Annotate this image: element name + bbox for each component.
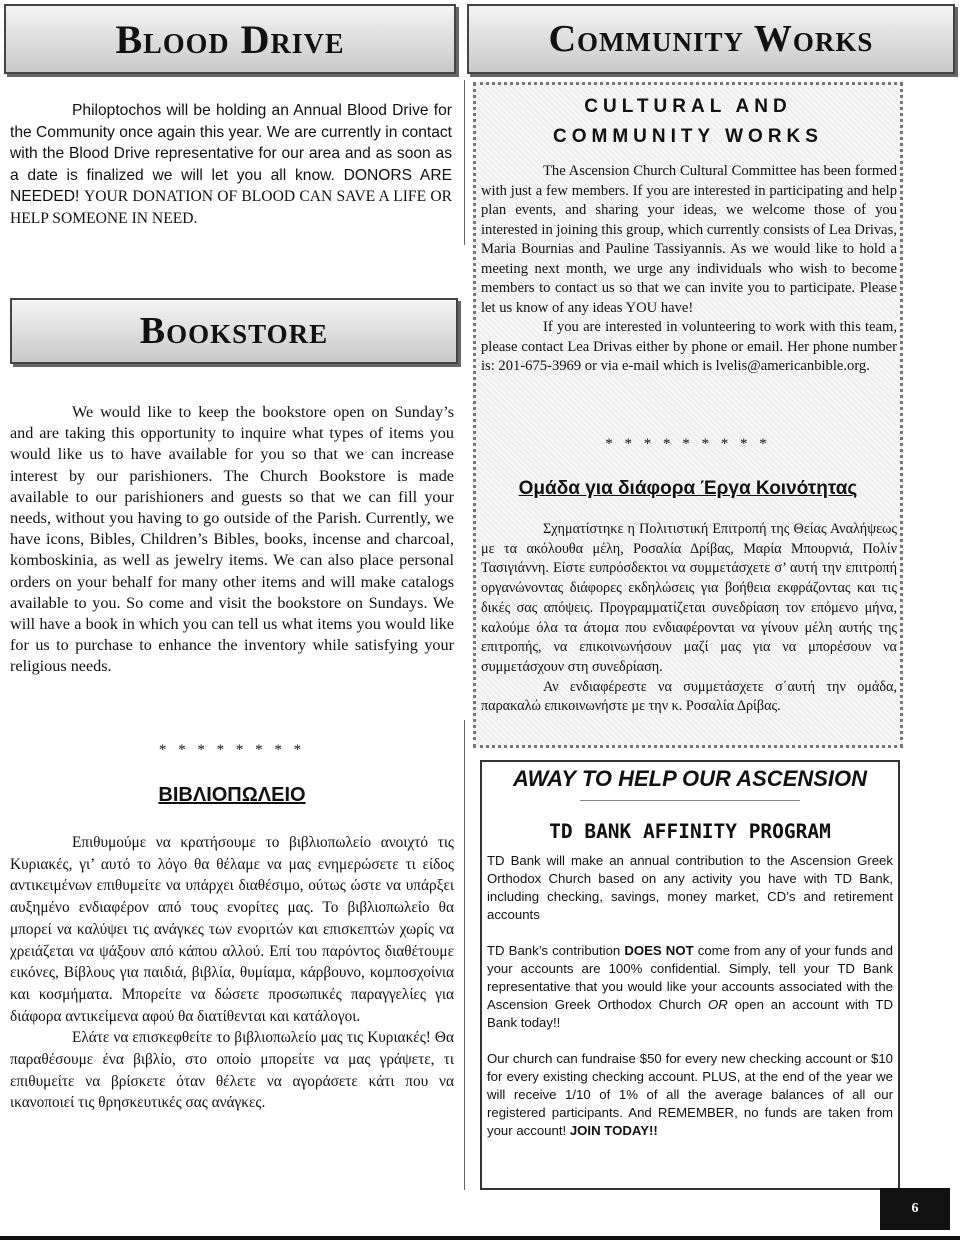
td-text-run: TD Bank’s contribution bbox=[487, 943, 625, 958]
blood-drive-title: Blood Drive bbox=[115, 16, 345, 62]
td-heading-rule bbox=[580, 800, 800, 801]
page-number: 6 bbox=[880, 1188, 950, 1230]
td-program-title: TD BANK AFFINITY PROGRAM bbox=[549, 820, 831, 843]
greek-cultural-paragraph: Σχηματίστηκε η Πολιτιστική Επιτροπή της Θείας Αναλήψεως με τα ακόλουθα μέλη, Ροσαλία Δρίβας, Μαρία Μπουρνιά, Πολίν Τασιγιάννη. Είστε ευπρόσδεκτοι να συμμετάσχετε σ’ αυτή την επιτροπή οργανώνοντας διάφορες εκδηλώσεις για βοήθεια εκφράζοντας και τις δικές σας απόψεις. Προγραμματίζεται συνεδρίαση τον επόμενο μήνα, καλούμε όλα τα άτομα που ενδιαφέρονται να γίνουν μέλη αυτής της επιτροπής, να επικοινωνήσουν μαζί μας για να μπορέσουν να συμμετάσχουν στη συνεδρίαση. bbox=[481, 521, 897, 675]
bookstore-banner bbox=[10, 298, 458, 364]
greek-cultural-title: Ομάδα για διάφορα Έργα Κοινότητας bbox=[518, 478, 858, 499]
greek-bookstore-text bbox=[10, 832, 454, 1114]
blood-drive-callout: YOUR DONATION OF BLOOD CAN SAVE A LIFE OR HELP SOMEONE IN NEED. bbox=[10, 188, 453, 227]
cultural-paragraph: If you are interested in volunteering to work with this team, please contact Lea Drivas either by phone or email. Her phone number is: 201-675-3969 or via e-mail which is lvelis@americanbible.org. bbox=[481, 319, 897, 374]
td-join-today: JOIN TODAY!! bbox=[569, 1123, 658, 1138]
blood-drive-banner bbox=[4, 4, 456, 74]
td-paragraph bbox=[487, 1050, 893, 1140]
cultural-title-line: COMMUNITY WORKS bbox=[553, 126, 823, 147]
greek-bookstore-title: ΒΙΒΛΙΟΠΩΛΕΙΟ bbox=[158, 784, 306, 806]
community-works-title: Community Works bbox=[548, 18, 874, 60]
column-divider bbox=[464, 80, 465, 245]
td-text bbox=[487, 852, 893, 1158]
td-paragraph: TD Bank will make an annual contribution to the Ascension Greek Orthodox Church based on any activity you have with TD Bank, including checking, savings, money market, CD’s and retirement accounts bbox=[487, 853, 893, 922]
greek-bookstore-paragraph: Επιθυμούμε να κρατήσουμε το βιβλιοπωλείο ανοιχτό τις Κυριακές, γι’ αυτό το λόγο θα θέλαμε να μας ενημερώσετε τι είδος αντικειμένων επιθυμείτε να υπάρχει διαθέσιμο, ούτως ώστε να υπάρξει αυξημένο ενδιαφέρον από τους ενορίτες μας. Το βιβλιοπωλείο θα μπορεί να καλύψει τις ανάγκες των ενοριτών και επισκεπτών χωρίς να χρειάζεται να ψάξουν από κάπου αλλού. Επί του παρόντος διαθέτουμε εικόνες, Βίβλους για παιδιά, βιβλία, θυμίαμα, κάρβουνο, κομποσχοίνια και κοσμήματα. Μπορείτε να δώσετε προσωπικές παραγγελίες για διάφορα αντικείμενα αφού θα διατίθενται και κατάλογοι. bbox=[10, 834, 454, 1025]
td-paragraph bbox=[487, 942, 893, 1032]
community-works-banner bbox=[467, 4, 955, 74]
blood-drive-text bbox=[10, 100, 452, 229]
bookstore-title: Bookstore bbox=[139, 310, 329, 352]
greek-bookstore-paragraph: Ελάτε να επισκεφθείτε το βιβλιοπωλείο μας τις Κυριακές! Θα παραθέσουμε ένα βιβλίο, στο οποίο μπορείτε να μας γράψετε, τι επιθυμείτε να βρίσκετε όταν θέλετε να αγοράσετε κάτι που να ικανοποιεί τις θρησκευτικές σας ανάγκες. bbox=[10, 1029, 454, 1112]
cultural-title-line: CULTURAL AND bbox=[584, 96, 792, 117]
td-text-run: come from any of your funds and your accounts are 100% confidential. Simply, tell your TD Bank representative that you would like your accounts associated with the Ascension Greek Orthodox Church bbox=[487, 943, 894, 1012]
td-emphasis: DOES NOT bbox=[624, 943, 694, 958]
column-divider bbox=[464, 720, 465, 1190]
greek-cultural-text bbox=[481, 520, 897, 717]
stars-divider: * * * * * * * * * bbox=[605, 436, 771, 452]
td-text-run: open an account with TD Bank today!! bbox=[487, 997, 894, 1030]
cultural-title bbox=[473, 92, 903, 152]
cultural-paragraph: The Ascension Church Cultural Committee has been formed with just a few members. If you are interested in participating and help plan events, and sharing your ideas, we welcome those of you interested in joining this group, which currently consists of Lea Drivas, Maria Bournias and Pauline Tassiyannis. As we would like to hold a meeting next month, we urge any individuals who wish to become members to contact us so that we can invite you to participate. Please let us know of any ideas YOU have! bbox=[481, 163, 897, 316]
page-footer-bar bbox=[0, 1236, 960, 1240]
td-emphasis: OR bbox=[707, 997, 728, 1012]
td-heading: AWAY TO HELP OUR ASCENSION bbox=[512, 766, 868, 791]
blood-drive-paragraph: Philoptochos will be holding an Annual Blood Drive for the Community once again this year. We are currently in contact with the Blood Drive representative for our area and as soon as a date is finalized we will let you all know. DONORS ARE NEEDED! bbox=[10, 102, 452, 205]
cultural-text bbox=[481, 162, 897, 377]
stars-divider: * * * * * * * * bbox=[158, 742, 306, 758]
greek-cultural-paragraph: Αν ενδιαφέρεστε να συμμετάσχετε σ΄αυτή την ομάδα, παρακαλώ επικοινωνήστε με την κ. Ροσαλία Δρίβας. bbox=[481, 678, 897, 715]
bookstore-text: We would like to keep the bookstore open on Sunday’s and are taking this opportunity to inquire what types of items you would like us to have available for you so that we can increase interest by our parishioners. The Church Bookstore is made available to our parishioners and guests so that we can fill your needs, without you having to go outside of the Parish. Currently, we have icons, Bibles, Children’s Bibles, books, incense and charcoal, komboskinia, as well as jewelry items. We can also place personal orders on your behalf for many other items and will make catalogs available to you. So come and visit the bookstore on Sundays. We will have a book in which you can tell us what items you would like for us to purchase to enhance the inventory while satisfying your religious needs. bbox=[10, 403, 454, 676]
td-text-run: Our church can fundraise $50 for every new checking account or $10 for every existing checking account. PLUS, at the end of the year we will receive 1/10 of 1% of all the average balances of all our registered participants. And REMEMBER, no funds are taken from your account! bbox=[487, 1051, 893, 1138]
